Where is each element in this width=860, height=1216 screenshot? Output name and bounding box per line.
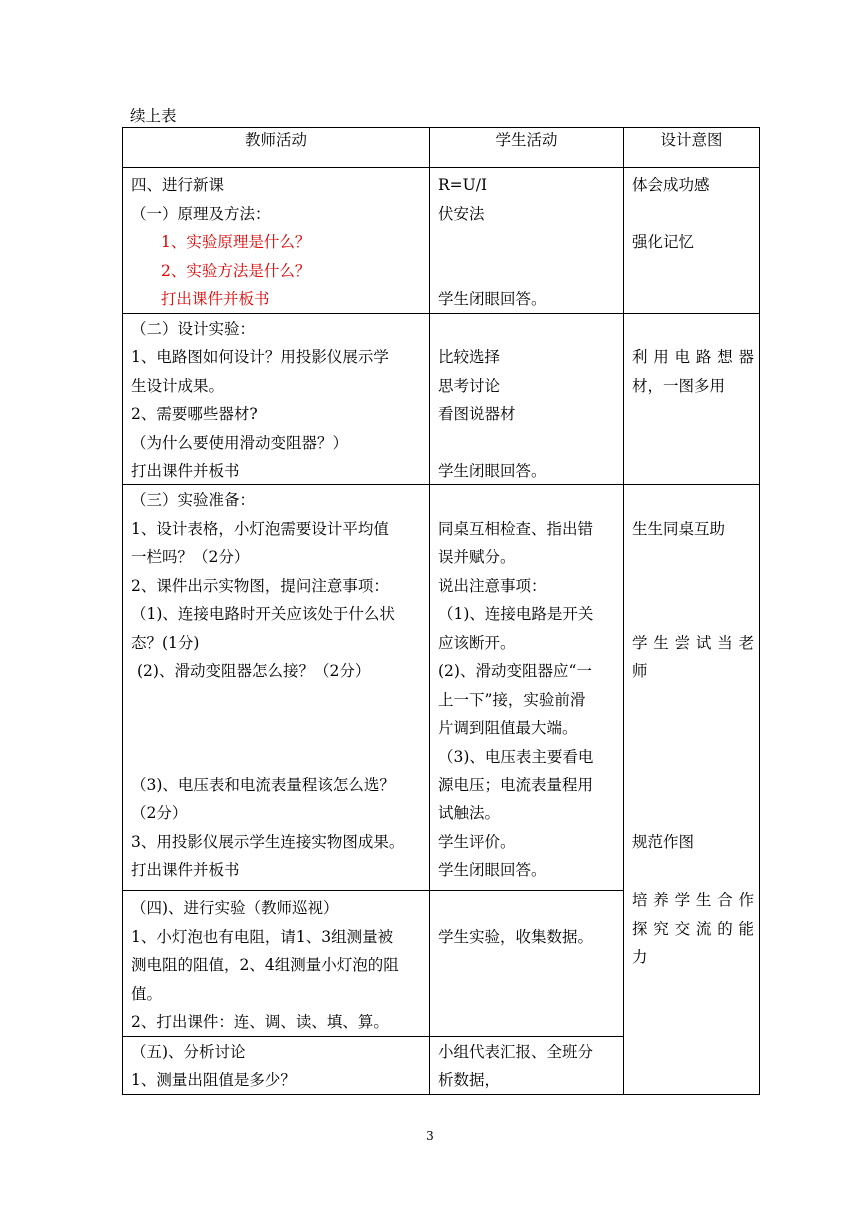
text-line: 比较选择 [438,348,501,366]
text-line: 2、打出课件：连、调、读、填、算。 [131,1013,389,1031]
text-line: 体会成功感 [632,176,710,194]
text-line: 3、用投影仪展示学生连接实物图成果。 [131,833,405,851]
text-line: 看图说器材 [438,405,516,423]
text-line: （二）设计实验： [131,320,256,338]
text-line: 1、小灯泡也有电阻，请1、3组测量被 [131,928,394,946]
teacher-cell [123,485,430,891]
text-line: 应该断开。 [438,634,516,652]
text-line: （2分） [131,804,188,822]
text-line: 打出课件并板书 [131,462,240,480]
text-line: 片调到阻值最大端。 [438,719,578,737]
text-line: 1、电路图如何设计？用投影仪展示学 [131,348,389,366]
text-line: 利用电路想器 [632,348,754,366]
text-line: 规范作图 [632,833,695,851]
text-line: 力 [632,948,648,966]
text-line: （为什么要使用滑动变阻器？） [131,434,349,452]
text-line: 2、课件出示实物图，提问注意事项： [131,577,389,595]
text-line: 生生同桌互助 [632,520,726,538]
text-line: （3)、电压表和电流表量程该怎么选？ [131,776,395,794]
student-cell [430,168,624,314]
text-line: 学生闭眼回答。 [438,462,547,480]
text-line: 学生评价。 [438,833,516,851]
design-cell [624,314,760,485]
text-line: 值。 [131,985,163,1003]
text-line: （3)、电压表主要看电 [438,748,594,766]
design-cell [624,485,760,1095]
teacher-cell [123,1037,430,1095]
table-row [123,485,760,891]
text-line: (2)、滑动变阻器应“一 [438,662,592,680]
text-line: 源电压；电流表量程用 [438,776,594,794]
lesson-plan-table [122,127,760,1095]
text-line: 误并赋分。 [438,548,516,566]
text-line: 探究交流的能 [632,920,754,938]
header-teacher: 教师活动 [123,128,430,168]
text-line: 学生实验，收集数据。 [438,928,594,946]
text-line: 学生闭眼回答。 [438,290,547,308]
text-line: （三）实验准备： [131,491,256,509]
teacher-cell [123,168,430,314]
text-line: R=U/I [438,176,488,194]
text-line: 一栏吗？（2分） [131,548,250,566]
teacher-cell [123,891,430,1037]
text-line: 说出注意事项： [438,577,547,595]
table-row [123,168,760,314]
table-caption: 续上表 [130,107,177,125]
design-cell [624,168,760,314]
header-row [123,128,760,168]
text-line: 生设计成果。 [131,377,225,395]
text-line: 2、实验方法是什么？ [161,262,311,280]
text-line: （四)、进行实验（教师巡视） [131,899,339,917]
text-line: 1、测量出阻值是多少？ [131,1071,296,1089]
header-design: 设计意图 [624,128,760,168]
text-line: 态？(1分) [131,634,200,652]
text-line: 试触法。 [438,804,501,822]
table-row [123,314,760,485]
text-line: 打出课件并板书 [161,290,270,308]
text-line: 思考讨论 [438,377,501,395]
text-line: 2、需要哪些器材? [131,405,258,423]
text-line: (2)、滑动变阻器怎么接？（2分） [137,662,371,680]
text-line: 材，一图多用 [632,377,726,395]
text-line: 伏安法 [438,205,485,223]
text-line: （五)、分析讨论 [131,1043,246,1061]
student-cell [430,1037,624,1095]
text-line: 学生尝试当老 [632,634,754,652]
student-cell [430,314,624,485]
student-cell [430,891,624,1037]
text-line: 上一下”接，实验前滑 [438,691,586,709]
text-line: 强化记忆 [632,233,695,251]
text-line: 1、设计表格，小灯泡需要设计平均值 [131,520,389,538]
text-line: （1)、连接电路是开关 [438,605,594,623]
header-student: 学生活动 [430,128,624,168]
text-line: 测电阻的阻值，2、4组测量小灯泡的阻 [131,956,399,974]
text-line: 同桌互相检查、指出错 [438,520,594,538]
text-line: 打出课件并板书 [131,861,240,879]
text-line: 小组代表汇报、全班分 [438,1043,594,1061]
text-line: 1、实验原理是什么？ [161,233,311,251]
text-line: 培养学生合作 [632,891,754,909]
student-cell [430,485,624,891]
text-line: （1)、连接电路时开关应该处于什么状 [131,605,395,623]
page-number: 3 [426,1129,434,1143]
text-line: 析数据， [438,1071,501,1089]
text-line: （一）原理及方法： [131,205,271,223]
text-line: 学生闭眼回答。 [438,861,547,879]
teacher-cell [123,314,430,485]
text-line: 四、进行新课 [131,176,225,194]
text-line: 师 [632,662,648,680]
